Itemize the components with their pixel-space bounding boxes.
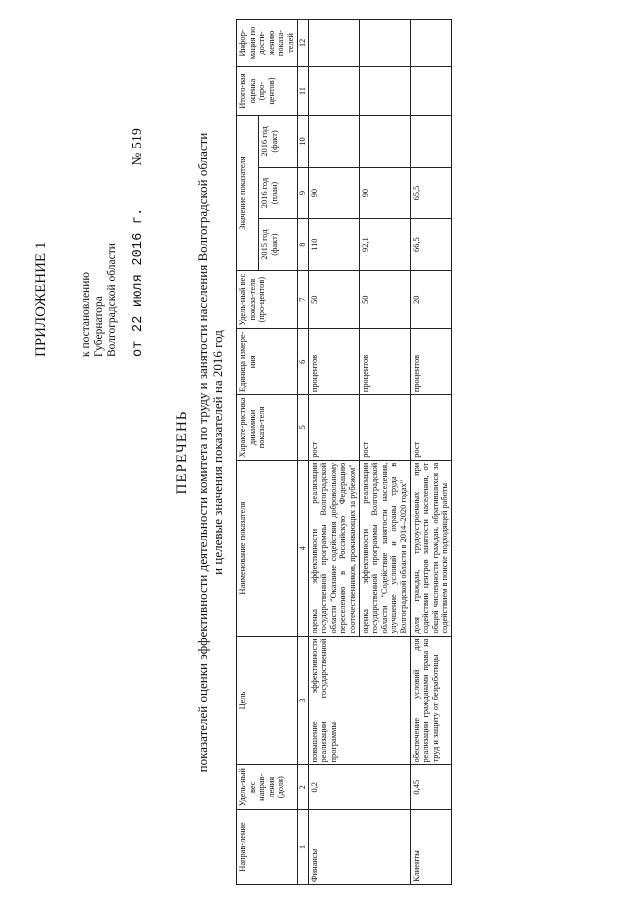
cell-indicator-weight: 50 <box>359 270 410 329</box>
cell-direction-weight: 0,2 <box>308 765 410 810</box>
header-goal: Цель <box>237 636 298 765</box>
cell-fact-2016 <box>359 116 410 168</box>
column-number: 4 <box>297 460 308 636</box>
header-indicator-weight: Удель-ный вес показа-теля (про-центов) <box>237 270 298 329</box>
cell-direction: Клиенты <box>410 810 451 885</box>
subtitle-line: и целевые значения показателей на 2016 год <box>209 330 225 575</box>
column-number: 3 <box>297 636 308 765</box>
header-unit: Единица измере-ния <box>237 329 298 395</box>
decree-line: Волгоградской области <box>106 243 118 357</box>
subtitle-line: показателей оценки эффективности деятельности комитета по труду и занятости населения Волгоградской области <box>195 132 210 773</box>
cell-dynamics: рост <box>410 395 451 461</box>
header-direction: Направ-ление <box>237 810 298 885</box>
cell-indicator-name: оценка эффективности реализации государственной программы Волгоградской области "Содействие занятости населения, улучшение условий и охраны труда в Волгоградской области в 2014–2020 годах" <box>359 460 410 636</box>
header-direction-weight: Удель-ный вес направ-ления (доля) <box>237 765 298 810</box>
cell-direction: Финансы <box>308 810 410 885</box>
column-number: 6 <box>297 329 308 395</box>
cell-info <box>308 20 359 67</box>
cell-direction-weight: 0,45 <box>410 765 451 810</box>
cell-goal: обеспечение условий для реализации гражданами права на труд и защиту от безработицы <box>410 636 451 765</box>
cell-total-score <box>308 66 359 115</box>
column-number-row <box>297 20 308 885</box>
cell-fact-2016 <box>410 116 451 168</box>
header-dynamics: Характе-ристика динамики показа-теля <box>237 395 298 461</box>
column-number: 2 <box>297 765 308 810</box>
cell-plan-2016: 65,5 <box>410 167 451 219</box>
document-subtitle <box>196 0 225 905</box>
cell-fact-2015: 110 <box>308 219 359 271</box>
column-number: 11 <box>297 66 308 115</box>
cell-indicator-name: оценка эффективности реализации государственной программы Волгоградской области "Оказание содействия добровольному переселению в Российскую Федерацию соотечественников, проживающих за рубежом" <box>308 460 359 636</box>
indicators-table <box>236 19 452 885</box>
table-row <box>410 20 451 885</box>
cell-plan-2016: 90 <box>359 167 410 219</box>
column-number: 1 <box>297 810 308 885</box>
header-fact-2016: 2016 год (факт) <box>258 116 297 168</box>
header-info: Инфор-мация по дости-жению показа-телей <box>237 20 298 67</box>
column-number: 12 <box>297 20 308 67</box>
decree-number: № 519 <box>129 128 144 166</box>
cell-total-score <box>410 66 451 115</box>
cell-goal: повышение эффективности реализации государственной программы <box>308 636 410 765</box>
header-fact-2015: 2015 год (факт) <box>258 219 297 271</box>
header-total-score: Итого-вая оценка (про-центов) <box>237 66 298 115</box>
cell-unit: процентов <box>410 329 451 395</box>
appendix-label: ПРИЛОЖЕНИЕ 1 <box>33 241 49 357</box>
table-row <box>308 20 359 885</box>
header-value-group: Значение показателя <box>237 116 259 271</box>
column-number: 7 <box>297 270 308 329</box>
cell-indicator-weight: 50 <box>308 270 359 329</box>
cell-fact-2016 <box>308 116 359 168</box>
cell-dynamics: рост <box>308 395 359 461</box>
cell-unit: процентов <box>359 329 410 395</box>
cell-info <box>410 20 451 67</box>
cell-info <box>359 20 410 67</box>
cell-total-score <box>359 66 410 115</box>
decree-date: от 22 июля 2016 г. <box>131 207 146 357</box>
decree-line: к постановлению <box>80 272 92 357</box>
decree-date-number <box>130 128 146 357</box>
cell-indicator-name: доля граждан, трудоустроенных при содействии центров занятости населения, от общей численности граждан, обратившихся за содействием в поиске подходящей работы <box>410 460 451 636</box>
header-indicator-name: Наименование показателя <box>237 460 298 636</box>
column-number: 9 <box>297 167 308 219</box>
cell-dynamics: рост <box>359 395 410 461</box>
header-row <box>237 20 259 885</box>
header-plan-2016: 2016 год (план) <box>258 167 297 219</box>
document-title: ПЕРЕЧЕНЬ <box>174 410 190 495</box>
cell-fact-2015: 92,1 <box>359 219 410 271</box>
column-number: 10 <box>297 116 308 168</box>
cell-plan-2016: 90 <box>308 167 359 219</box>
cell-indicator-weight: 20 <box>410 270 451 329</box>
cell-unit: процентов <box>308 329 359 395</box>
cell-fact-2015: 66,5 <box>410 219 451 271</box>
decree-reference <box>80 243 119 357</box>
column-number: 5 <box>297 395 308 461</box>
column-number: 8 <box>297 219 308 271</box>
decree-line: Губернатора <box>93 296 105 357</box>
